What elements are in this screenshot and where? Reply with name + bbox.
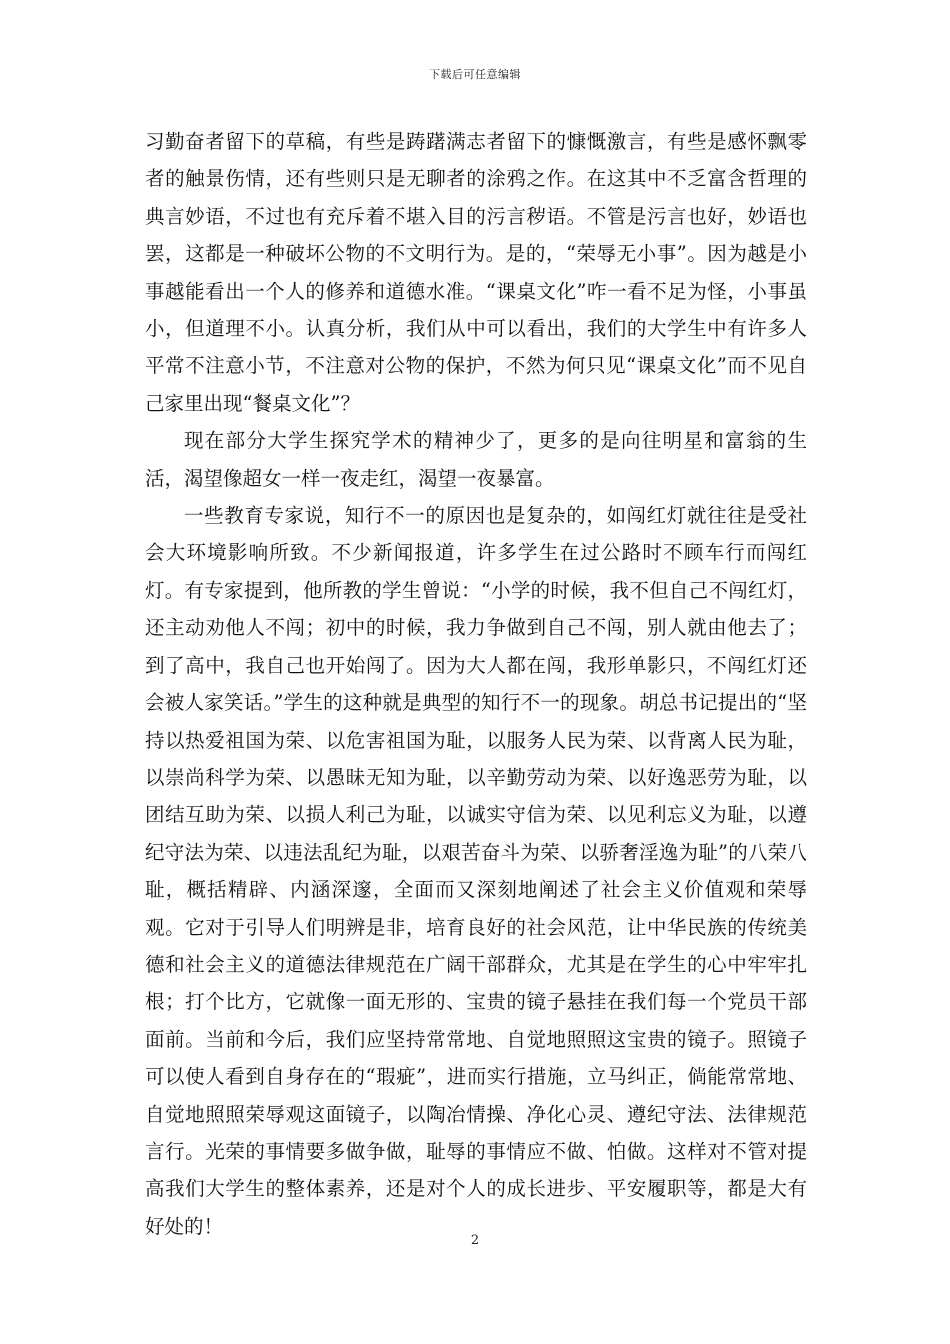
document-body (145, 123, 807, 1245)
paragraph-continued: 习勤奋者留下的草稿，有些是踌躇满志者留下的慷慨激言，有些是感怀飘零者的触景伤情，还有些则只是无聊者的涂鸦之作。在这其中不乏富含哲理的典言妙语，不过也有充斥着不堪入目的污言秽语。不管是污言也好，妙语也罢，这都是一种破坏公物的不文明行为。是的，“荣辱无小事”。因为越是小事越能看出一个人的修养和道德水准。“课桌文化”咋一看不足为怪，小事虽小，但道理不小。认真分析，我们从中可以看出，我们的大学生中有许多人平常不注意小节，不注意对公物的保护，不然为何只见“课桌文化”而不见自己家里出现“餐桌文化”？ (145, 130, 807, 415)
page-header: 下载后可任意编辑 (429, 68, 521, 81)
page-number: 2 (470, 1233, 480, 1248)
paragraph: 一些教育专家说，知行不一的原因也是复杂的，如闯红灯就往往是受社会大环境影响所致。不少新闻报道，许多学生在过公路时不顾车行而闯红灯。有专家提到，他所教的学生曾说：“小学的时候，我不但自己不闯红灯，还主动劝他人不闯；初中的时候，我力争做到自己不闯，别人就由他去了；到了高中，我自己也开始闯了。因为大人都在闯，我形单影只，不闯红灯还会被人家笑话。”学生的这种就是典型的知行不一的现象。胡总书记提出的“坚持以热爱祖国为荣、以危害祖国为耻，以服务人民为荣、以背离人民为耻，以崇尚科学为荣、以愚昧无知为耻，以辛勤劳动为荣、以好逸恶劳为耻，以团结互助为荣、以损人利己为耻，以诚实守信为荣、以见利忘义为耻，以遵纪守法为荣、以违法乱纪为耻，以艰苦奋斗为荣、以骄奢淫逸为耻”的八荣八耻，概括精辟、内涵深邃，全面而又深刻地阐述了社会主义价值观和荣辱观。它对于引导人们明辨是非，培育良好的社会风范，让中华民族的传统美德和社会主义的道德法律规范在广阔干部群众，尤其是在学生的心中牢牢扎根；打个比方，它就像一面无形的、宝贵的镜子悬挂在我们每一个党员干部面前。当前和今后，我们应坚持常常地、自觉地照照这宝贵的镜子。照镜子可以使人看到自身存在的“瑕疵”，进而实行措施，立马纠正，倘能常常地、自觉地照照荣辱观这面镜子，以陶冶情操、净化心灵、遵纪守法、法律规范言行。光荣的事情要多做争做，耻辱的事情应不做、怕做。这样对不管对提高我们大学生的整体素养，还是对个人的成长进步、平安履职等，都是大有好处的！ (145, 504, 807, 1238)
paragraph: 现在部分大学生探究学术的精神少了，更多的是向往明星和富翁的生活，渴望像超女一样一夜走红，渴望一夜暴富。 (145, 429, 807, 490)
